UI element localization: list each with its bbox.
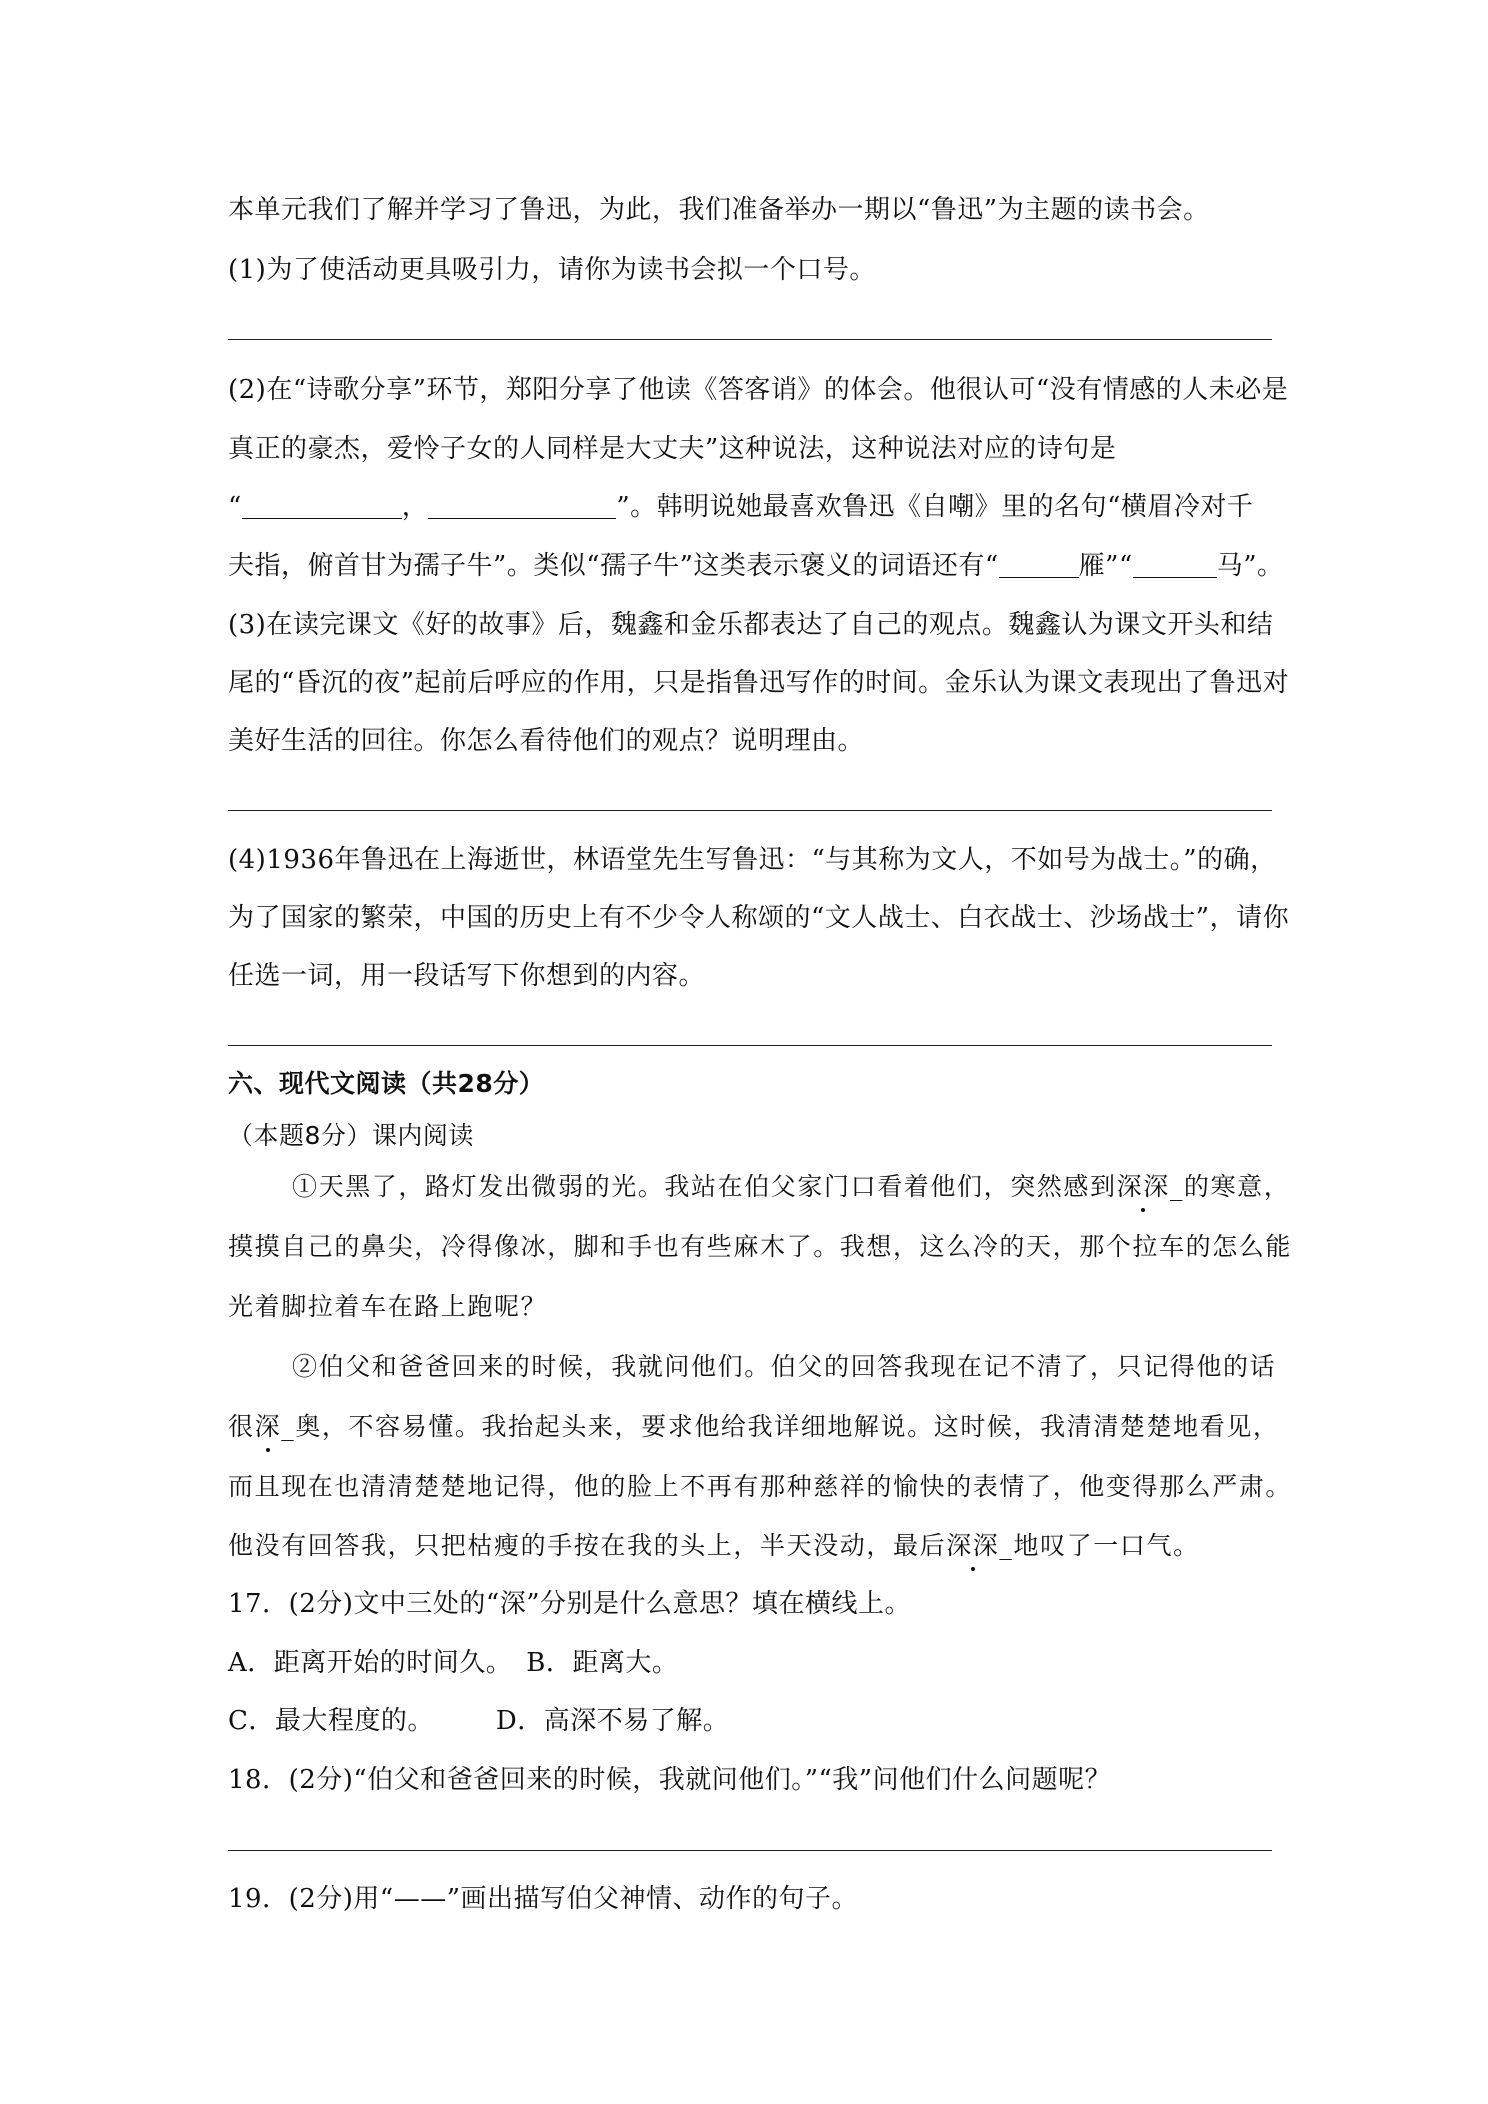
passage-1-line-2: 摸摸自己的鼻尖，冷得像冰，脚和手也有些麻木了。我想，这么冷的天，那个拉车的怎么能	[228, 1232, 1293, 1261]
question-4-line-1: (4)1936年鲁迅在上海逝世，林语堂先生写鲁迅：“与其称为文人，不如号为战士。”的确，	[228, 845, 1277, 875]
option-a: A．距离开始的时间久。	[228, 1648, 513, 1678]
word-blank-1[interactable]	[999, 551, 1079, 578]
answer-line-4[interactable]	[228, 1045, 1272, 1046]
question-4-line-2: 为了国家的繁荣，中国的历史上有不少令人称颂的“文人战士、白衣战士、沙场战士”，请你	[228, 903, 1290, 933]
poem-blank-2[interactable]	[428, 492, 616, 519]
intro-text: 本单元我们了解并学习了鲁迅，为此，我们准备举办一期以“鲁迅”为主题的读书会。	[228, 195, 1210, 225]
answer-line-18[interactable]	[228, 1850, 1272, 1851]
word-blank-2[interactable]	[1133, 551, 1217, 578]
passage-2-line-3: 而且现在也清清楚楚地记得，他的脸上不再有那种慈祥的愉快的表情了，他变得那么严肃。	[228, 1472, 1293, 1501]
question-4-line-3: 任选一词，用一段话写下你想到的内容。	[228, 961, 706, 991]
option-c: C．最大程度的。	[228, 1706, 434, 1736]
question-17-options-row-1	[228, 1646, 678, 1680]
question-19: 19．(2分)用“——”画出描写伯父神情、动作的句子。	[228, 1884, 858, 1914]
passage-2-line-1: ②伯父和爸爸回来的时候，我就问他们。伯父的回答我现在记不清了，只记得他的话	[292, 1352, 1277, 1381]
question-3-line-1: (3)在读完课文《好的故事》后，魏鑫和金乐都表达了自己的观点。魏鑫认为课文开头和结	[228, 610, 1274, 640]
question-1: (1)为了使活动更具吸引力，请你为读书会拟一个口号。	[228, 255, 876, 285]
emphasis-deep-1: 深深	[1117, 1170, 1170, 1204]
section-subheading: （本题8分）课内阅读	[228, 1121, 474, 1150]
emphasis-deep-3: 深深	[946, 1529, 999, 1563]
option-b: B．距离大。	[526, 1648, 679, 1678]
passage-2-line-2: 很深_奥，不容易懂。我抬起头来，要求他给我详细地解说。这时候，我清清楚楚地看见，	[228, 1410, 1280, 1444]
question-2-line-1: (2)在“诗歌分享”环节，郑阳分享了他读《答客诮》的体会。他很认可“没有情感的人未必是	[228, 375, 1289, 405]
passage-1-line-3: 光着脚拉着车在路上跑呢？	[228, 1292, 548, 1321]
question-2-line-4: 夫指，俯首甘为孺子牛”。类似“孺子牛”这类表示褒义的词语还有“ 雁”“ 马”。	[228, 551, 1284, 581]
answer-line-1[interactable]	[228, 339, 1272, 340]
question-3-line-3: 美好生活的回往。你怎么看待他们的观点？说明理由。	[228, 726, 865, 756]
poem-blank-1[interactable]	[242, 492, 402, 519]
question-17: 17．(2分)文中三处的“深”分别是什么意思？填在横线上。	[228, 1589, 911, 1619]
emphasis-deep-2: 深	[255, 1410, 282, 1444]
section-heading: 六、现代文阅读（共28分）	[228, 1069, 545, 1098]
option-d: D．高深不易了解。	[495, 1706, 730, 1736]
question-3-line-2: 尾的“昏沉的夜”起前后呼应的作用，只是指鲁迅写作的时间。金乐认为课文表现出了鲁迅对	[228, 668, 1290, 698]
question-2-line-2: 真正的豪杰，爱怜子女的人同样是大丈夫”这种说法，这种说法对应的诗句是	[228, 434, 1117, 464]
question-2-line-3: “ ， ”。韩明说她最喜欢鲁迅《自嘲》里的名句“横眉冷对千	[228, 492, 1254, 522]
question-18: 18．(2分)“伯父和爸爸回来的时候，我就问他们。”“我”问他们什么问题呢？	[228, 1765, 1112, 1795]
question-17-options-row-2	[228, 1704, 729, 1738]
passage-2-line-4: 他没有回答我，只把枯瘦的手按在我的头上，半天没动，最后深深_地叹了一口气。	[228, 1529, 1200, 1563]
passage-1-line-1: ①天黑了，路灯发出微弱的光。我站在伯父家门口看着他们，突然感到深深_的寒意，	[292, 1170, 1290, 1204]
answer-line-3[interactable]	[228, 810, 1272, 811]
